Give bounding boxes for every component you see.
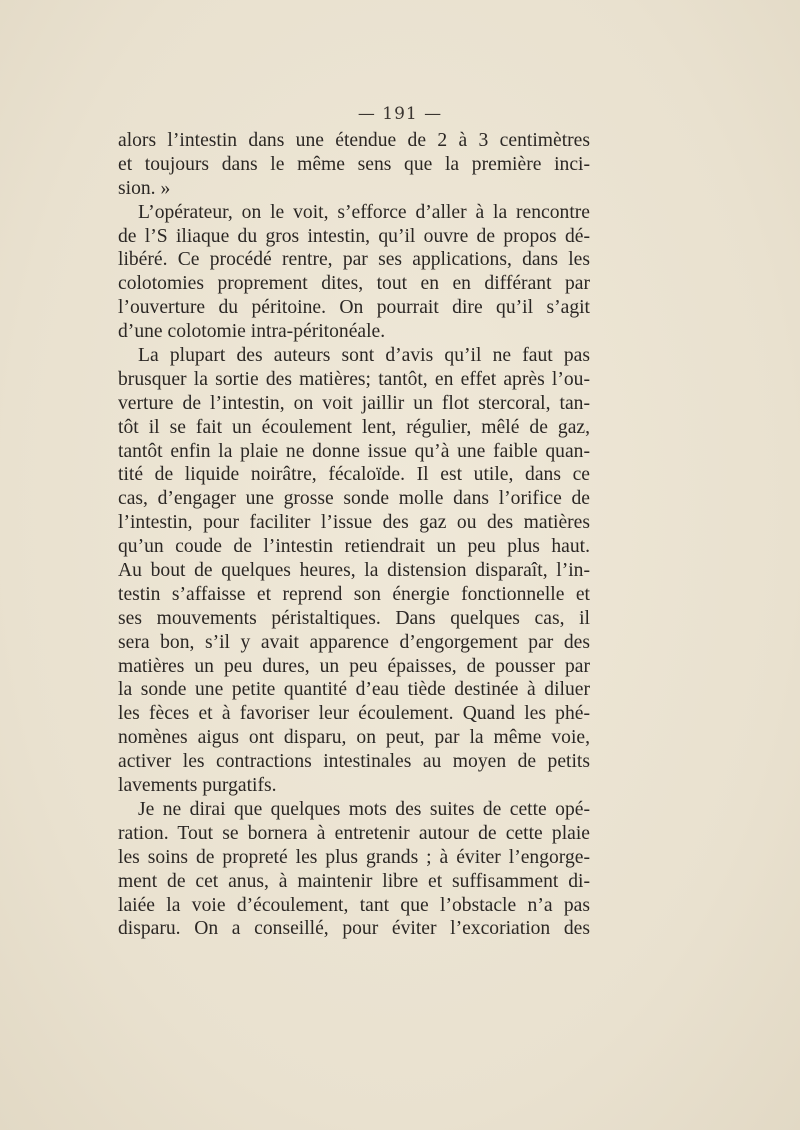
text-line: tité de liquide noirâtre, fécaloïde. Il est utile, dans ce: [118, 464, 590, 486]
text-line: verture de l’intestin, on voit jaillir un flot stercoral, tan-: [118, 392, 590, 414]
text-line: cas, d’engager une grosse sonde molle dans l’orifice de: [118, 488, 590, 510]
page-number: — 191 —: [357, 104, 443, 124]
text-line: et toujours dans le même sens que la première inci-: [118, 153, 590, 175]
text-line: sera bon, s’il y avait apparence d’engorgement par des: [118, 631, 590, 653]
text-line: de l’S iliaque du gros intestin, qu’il ouvre de propos dé-: [118, 225, 590, 247]
text-line: l’ouverture du péritoine. On pourrait dire qu’il s’agit: [118, 297, 590, 319]
text-line: sion. »: [118, 177, 171, 199]
text-line: d’une colotomie intra-péritonéale.: [118, 321, 386, 343]
text-line: ses mouvements péristaltiques. Dans quelques cas, il: [118, 607, 590, 629]
text-line: alors l’intestin dans une étendue de 2 à 3 centimètres: [118, 130, 590, 151]
text-line: activer les contractions intestinales au moyen de petits: [118, 751, 590, 773]
text-line: colotomies proprement dites, tout en en différant par: [118, 273, 590, 295]
text-line: Au bout de quelques heures, la distension disparaît, l’in-: [118, 560, 590, 582]
text-line: ment de cet anus, à maintenir libre et suffisamment di-: [118, 870, 590, 892]
text-line: matières un peu dures, un peu épaisses, de pousser par: [118, 655, 590, 677]
text-line: Je ne dirai que quelques mots des suites de cette opé-: [138, 798, 590, 820]
text-line: disparu. On a conseillé, pour éviter l’excoriation des: [118, 918, 590, 940]
text-line: ration. Tout se bornera à entretenir autour de cette plaie: [118, 822, 590, 844]
text-line: tantôt enfin la plaie ne donne issue qu’à une faible quan-: [118, 440, 590, 462]
text-line: les fèces et à favoriser leur écoulement. Quand les phé-: [118, 703, 590, 725]
body-text: [118, 129, 590, 941]
text-line: L’opérateur, on le voit, s’efforce d’aller à la rencontre: [138, 201, 590, 223]
text-line: libéré. Ce procédé rentre, par ses applications, dans les: [118, 249, 590, 271]
text-line: laiée la voie d’écoulement, tant que l’obstacle n’a pas: [118, 894, 590, 916]
text-line: La plupart des auteurs sont d’avis qu’il ne faut pas: [138, 345, 590, 367]
text-line: la sonde une petite quantité d’eau tiède destinée à diluer: [118, 679, 590, 701]
text-line: brusquer la sortie des matières; tantôt, en effet après l’ou-: [118, 368, 590, 390]
text-line: qu’un coude de l’intestin retiendrait un peu plus haut.: [118, 536, 590, 558]
text-line: lavements purgatifs.: [118, 775, 277, 797]
text-line: testin s’affaisse et reprend son énergie fonctionnelle et: [118, 583, 590, 605]
text-line: tôt il se fait un écoulement lent, régulier, mêlé de gaz,: [118, 416, 590, 438]
text-line: les soins de propreté les plus grands ; à éviter l’engorge-: [118, 846, 590, 868]
text-line: nomènes aigus ont disparu, on peut, par la même voie,: [118, 727, 590, 749]
text-line: l’intestin, pour faciliter l’issue des gaz ou des matières: [118, 512, 590, 534]
